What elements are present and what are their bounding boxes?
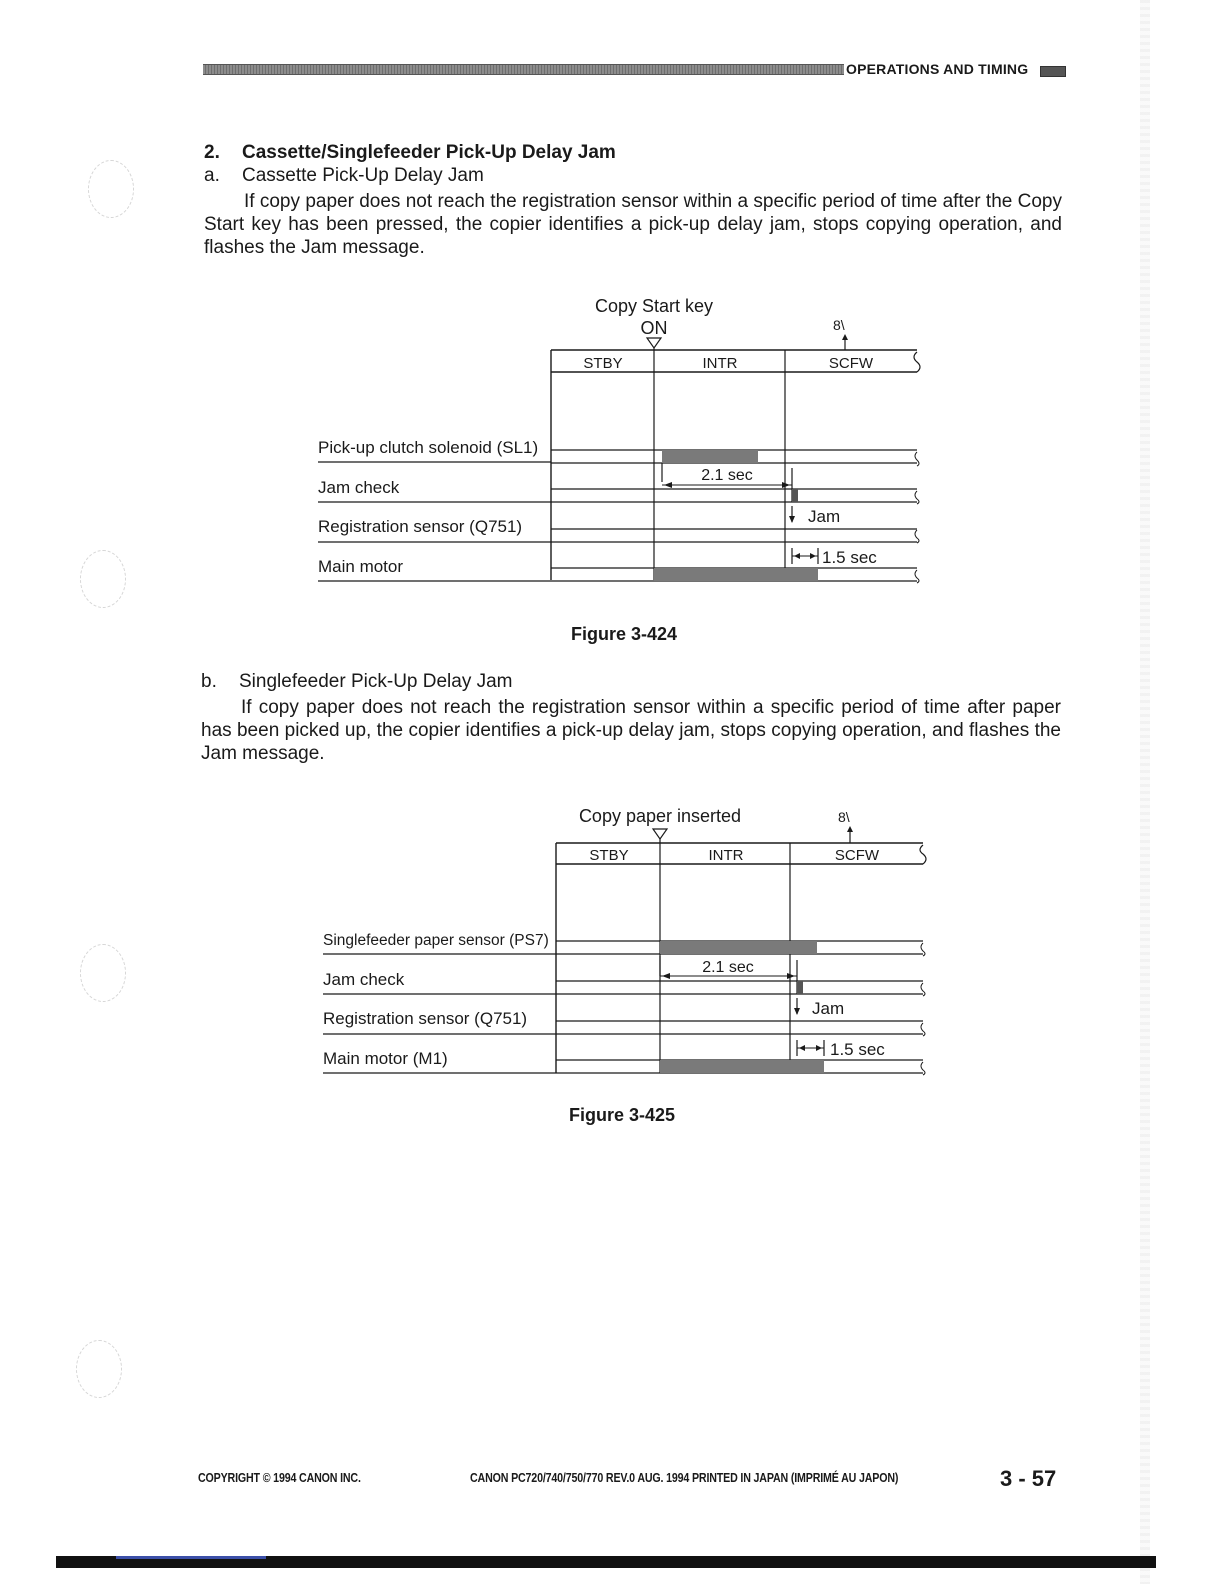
fig424-jam-label: Jam (808, 507, 841, 526)
fig425-jam-check-pulse (797, 981, 803, 994)
fig425-jam-symbol: 8\ (838, 809, 850, 825)
figure-424-caption: Figure 3-424 (571, 624, 678, 644)
fig424-stop-right-arrow-icon (810, 553, 816, 559)
header-rule (203, 64, 844, 75)
fig424-jam-check-time: 2.1 sec (701, 467, 753, 484)
fig425-stop-right-arrow-icon (816, 1045, 822, 1051)
part-b-paragraph (201, 696, 1061, 765)
part-a-text: If copy paper does not reach the registration sensor within a specific period of time after the Copy Start key has been pressed, the copier identifies a pick-up delay jam, stops copying operation, and flashes the Jam message. (204, 191, 1062, 258)
figure-425-caption: Figure 3-425 (569, 1105, 676, 1125)
part-b-heading (201, 671, 513, 693)
fig424-jam-check-pulse (792, 489, 798, 502)
part-a-letter: a. (204, 165, 220, 186)
section-heading (204, 142, 616, 164)
fig424-trigger-label: Copy Start key (594, 296, 714, 316)
bottom-scan-accent (116, 1556, 266, 1559)
fig424-row-0: Pick-up clutch solenoid (SL1) (318, 438, 539, 457)
fig425-trigger-label: Copy paper inserted (578, 806, 742, 826)
fig424-jam-down-arrow-icon (789, 516, 795, 523)
binder-hole-2 (80, 550, 126, 608)
fig425-jam-marker-arrow-icon (847, 826, 853, 832)
page-number: 3 - 57 (1000, 1466, 1057, 1491)
page-edge-strip (1140, 0, 1150, 1584)
fig424-motor-on-bar (654, 568, 818, 581)
header-section-title: OPERATIONS AND TIMING (846, 61, 1029, 77)
binder-hole-4 (76, 1340, 122, 1398)
fig424-jam-marker-arrow-icon (842, 334, 848, 340)
fig424-trigger-arrow-icon (647, 338, 661, 348)
fig425-row-3: Main motor (M1) (323, 1049, 448, 1068)
part-a-title: Cassette Pick-Up Delay Jam (242, 165, 484, 186)
fig425-jam-label: Jam (812, 999, 845, 1018)
fig425-dim-left-arrow-icon (662, 973, 670, 979)
section-number: 2. (204, 142, 220, 163)
fig425-phase-intr: INTR (708, 847, 744, 864)
fig424-phase-intr: INTR (702, 355, 738, 372)
fig424-stop-left-arrow-icon (794, 553, 800, 559)
fig425-row-2: Registration sensor (Q751) (323, 1009, 528, 1028)
fig424-phase-stby: STBY (583, 355, 623, 372)
fig424-jam-symbol: 8\ (833, 317, 845, 333)
footer-copyright: COPYRIGHT © 1994 CANON INC. (198, 1470, 361, 1485)
timing-chart-425 (300, 800, 940, 1085)
fig425-trigger-arrow-icon (653, 829, 667, 839)
fig425-motor-stop-time: 1.5 sec (830, 1040, 885, 1059)
part-b-text: If copy paper does not reach the registration sensor within a specific period of time after paper has been picked up, the copier identifies a pick-up delay jam, stops copying operation, and flashes the Jam message. (201, 697, 1061, 764)
fig424-dim-left-arrow-icon (664, 482, 672, 488)
fig424-row-1: Jam check (318, 478, 400, 497)
fig425-jam-check-time: 2.1 sec (702, 959, 754, 976)
fig424-trigger-state: ON (640, 318, 668, 338)
part-a-paragraph (204, 190, 1062, 259)
fig424-dim-right-arrow-icon (782, 482, 790, 488)
fig425-dim-right-arrow-icon (787, 973, 795, 979)
header-end-block (1040, 66, 1066, 77)
fig425-row-1: Jam check (323, 970, 405, 989)
binder-hole-3 (80, 944, 126, 1002)
fig425-jam-down-arrow-icon (794, 1008, 800, 1015)
fig425-phase-stby: STBY (589, 847, 629, 864)
timing-chart-424 (300, 290, 940, 590)
fig424-row-2: Registration sensor (Q751) (318, 517, 523, 536)
fig425-phase-scfw: SCFW (834, 847, 880, 864)
part-a-heading (204, 165, 484, 187)
fig424-solenoid-on-bar (662, 450, 758, 463)
fig424-motor-stop-time: 1.5 sec (822, 548, 877, 567)
fig425-motor-on-bar (660, 1060, 824, 1073)
part-b-title: Singlefeeder Pick-Up Delay Jam (239, 671, 513, 692)
fig424-phase-scfw: SCFW (828, 355, 874, 372)
fig425-sensor-on-bar (660, 941, 817, 954)
part-b-letter: b. (201, 671, 217, 692)
footer-edition: CANON PC720/740/750/770 REV.0 AUG. 1994 PRINTED IN JAPAN (IMPRIMÉ AU JAPON) (470, 1470, 899, 1485)
fig425-stop-left-arrow-icon (799, 1045, 805, 1051)
fig424-row-3: Main motor (318, 557, 404, 576)
section-title: Cassette/Singlefeeder Pick-Up Delay Jam (242, 142, 616, 163)
fig425-row-0: Singlefeeder paper sensor (PS7) (323, 932, 549, 949)
binder-hole-1 (88, 160, 134, 218)
